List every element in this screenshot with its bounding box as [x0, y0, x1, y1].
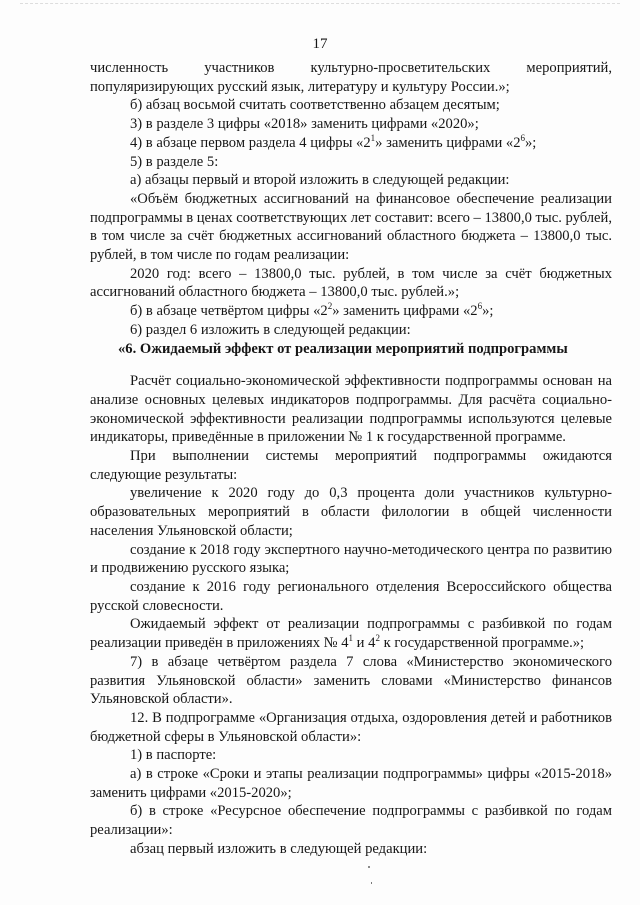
page-number: 17	[312, 36, 328, 52]
paragraph: 5) в разделе 5:	[130, 153, 219, 170]
paragraph: создание к 2018 году экспертного научно-методического центра по развитию и продвижению русского языка;	[90, 541, 612, 577]
paragraph: 12. В подпрограмме «Организация отдыха, оздоровления детей и работников бюджетной сферы в Ульяновской области»:	[90, 709, 612, 745]
paragraph: а) в строке «Сроки и этапы реализации подпрограммы» цифры «2015-2018» заменить цифрами «2015-2020»;	[90, 766, 612, 801]
paragraph: а) абзацы первый и второй изложить в следующей редакции:	[130, 172, 510, 189]
scan-speck	[368, 866, 370, 868]
scan-edge-artifact	[20, 3, 620, 6]
paragraph: создание к 2016 году регионального отделения Всероссийского общества русской словесности.	[90, 578, 612, 614]
paragraph: Ожидаемый эффект от реализации подпрограммы с разбивкой по годам реализации приведён в приложениях № $4^1$ и $4^2$ к государственной программе.»;	[90, 616, 612, 652]
paragraph: 2020 год: всего – 13800,0 тыс. рублей, в том числе за счёт бюджетных ассигнований областного бюджета – 13800,0 тыс. рублей.»;	[90, 265, 612, 301]
paragraph: «Объём бюджетных ассигнований на финансовое обеспечение реализации подпрограммы в ценах соответствующих лет составит: всего – 13800,0 тыс. рублей, в том числе за счёт бюджетных ассигнований областного бюджета – 13800,0 тыс. рублей, в том числе по годам реализации:	[90, 190, 612, 264]
paragraph: 1) в паспорте:	[130, 747, 217, 764]
paragraph: б) в строке «Ресурсное обеспечение подпрограммы с разбивкой по годам реализации»:	[90, 803, 612, 839]
paragraph: б) абзац восьмой считать соответственно абзацем десятым;	[130, 97, 500, 114]
paragraph: увеличение к 2020 году до 0,3 процента доли участников культурно-образовательных мероприятий в области филологии в общей численности населения Ульяновской области;	[90, 485, 612, 539]
paragraph: 6) раздел 6 изложить в следующей редакции:	[130, 321, 411, 338]
paragraph: 7) в абзаце четвёртом раздела 7 слова «Министерство экономического развития Ульяновской области» заменить словами «Министерство финансов Ульяновской области».	[90, 653, 612, 708]
paragraph: численность участников культурно-просветительских мероприятий, популяризирующих русский язык, литературу и культуру России.»;	[90, 60, 612, 95]
paragraph: 3) в разделе 3 цифры «2018» заменить цифрами «2020»;	[130, 116, 479, 133]
scan-speck	[371, 882, 372, 884]
paragraph: Расчёт социально-экономической эффективности подпрограммы основан на анализе основных целевых индикаторов подпрограммы. Для расчёта социально-экономической эффективности реализации подпрограммы используются целевые индикаторы, приведённые в приложении № 1 к государственной программе.	[90, 373, 612, 446]
document-body	[90, 59, 612, 859]
paragraph: 4) в абзаце первом раздела 4 цифры «$2^1$» заменить цифрами «$2^6$»;	[130, 132, 537, 151]
section-heading: «6. Ожидаемый эффект от реализации мероприятий подпрограммы	[118, 340, 568, 357]
paragraph: При выполнении системы мероприятий подпрограммы ожидаются следующие результаты:	[90, 448, 612, 483]
paragraph: б) в абзаце четвёртом цифры «$2^2$» заменить цифрами «$2^6$»;	[130, 301, 494, 320]
paragraph: абзац первый изложить в следующей редакции:	[130, 840, 428, 857]
